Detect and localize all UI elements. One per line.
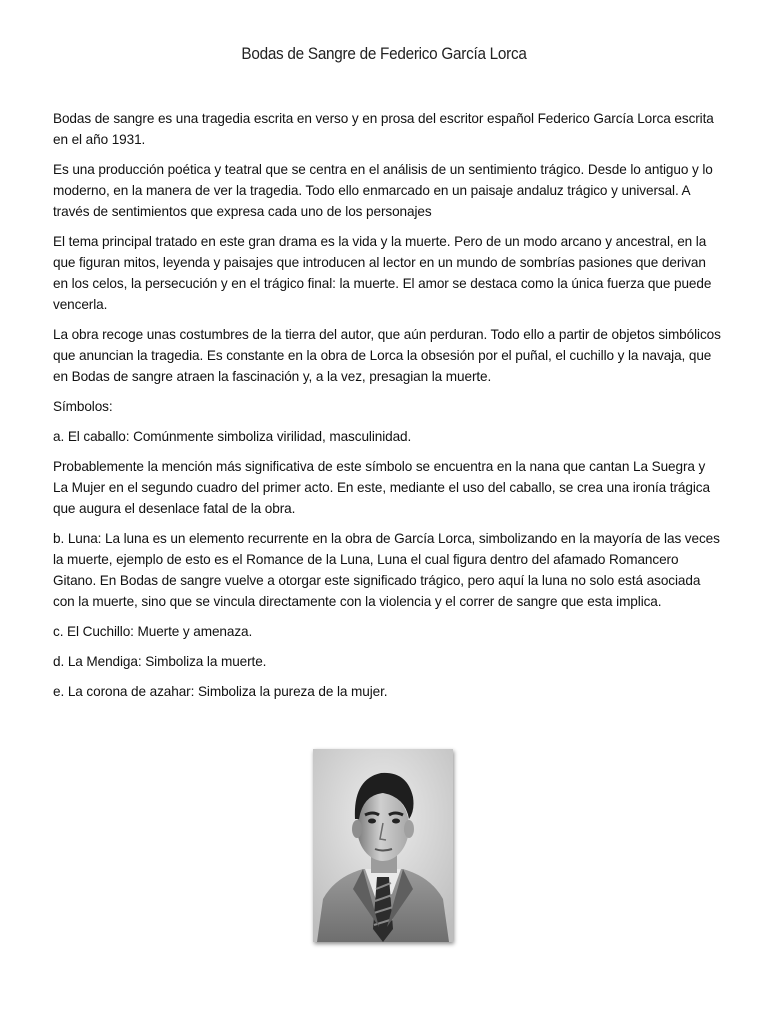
portrait-photo xyxy=(313,749,453,942)
document-body xyxy=(53,108,723,711)
symbol-mendiga: d. La Mendiga: Simboliza la muerte. xyxy=(53,654,267,669)
symbol-cuchillo: c. El Cuchillo: Muerte y amenaza. xyxy=(53,624,253,639)
paragraph-theme: El tema principal tratado en este gran drama es la vida y la muerte. Pero de un modo arcano y ancestral, en la que figuran mitos, leyenda y paisajes que introducen al lector en un mundo de sombrías pasiones que derivan en los celos, la persecución y en el trágico final: la muerte. El amor se destaca como la única fuerza que puede vencerla. xyxy=(53,234,712,312)
paragraph-customs: La obra recoge unas costumbres de la tierra del autor, que aún perduran. Todo ello a partir de objetos simbólicos que anuncian la tragedia. Es constante en la obra de Lorca la obsesión por el puñal, el cuchillo y la navaja, que en Bodas de sangre atraen la fascinación y, a la vez, presagian la muerte. xyxy=(53,327,721,384)
symbol-luna: b. Luna: La luna es un elemento recurrente en la obra de García Lorca, simbolizando en la mayoría de las veces la muerte, ejemplo de esto es el Romance de la Luna, Luna el cual figura dentro del afamado Romancero Gitano. En Bodas de sangre vuelve a otorgar este significado trágico, pero aquí la luna no solo está asociada con la muerte, sino que se vincula directamente con la violencia y el correr de sangre que esta implica. xyxy=(53,531,720,609)
symbol-corona: e. La corona de azahar: Simboliza la pureza de la mujer. xyxy=(53,684,388,699)
portrait-illustration xyxy=(313,749,453,942)
symbols-heading: Símbolos: xyxy=(53,399,113,414)
paragraph-intro: Bodas de sangre es una tragedia escrita en verso y en prosa del escritor español Federico García Lorca escrita en el año 1931. xyxy=(53,111,714,147)
paragraph-caballo-detail: Probablemente la mención más significativa de este símbolo se encuentra en la nana que cantan La Suegra y La Mujer en el segundo cuadro del primer acto. En este, mediante el uso del caballo, se crea una ironía trágica que augura el desenlace fatal de la obra. xyxy=(53,459,710,516)
paragraph-production: Es una producción poética y teatral que se centra en el análisis de un sentimiento trágico. Desde lo antiguo y lo moderno, en la manera de ver la tragedia. Todo ello enmarcado en un paisaje andaluz trágico y universal. A través de sentimientos que expresa cada uno de los personajes xyxy=(53,162,713,219)
symbol-caballo: a. El caballo: Comúnmente simboliza virilidad, masculinidad. xyxy=(53,429,412,444)
document-title: Bodas de Sangre de Federico García Lorca xyxy=(241,44,527,63)
